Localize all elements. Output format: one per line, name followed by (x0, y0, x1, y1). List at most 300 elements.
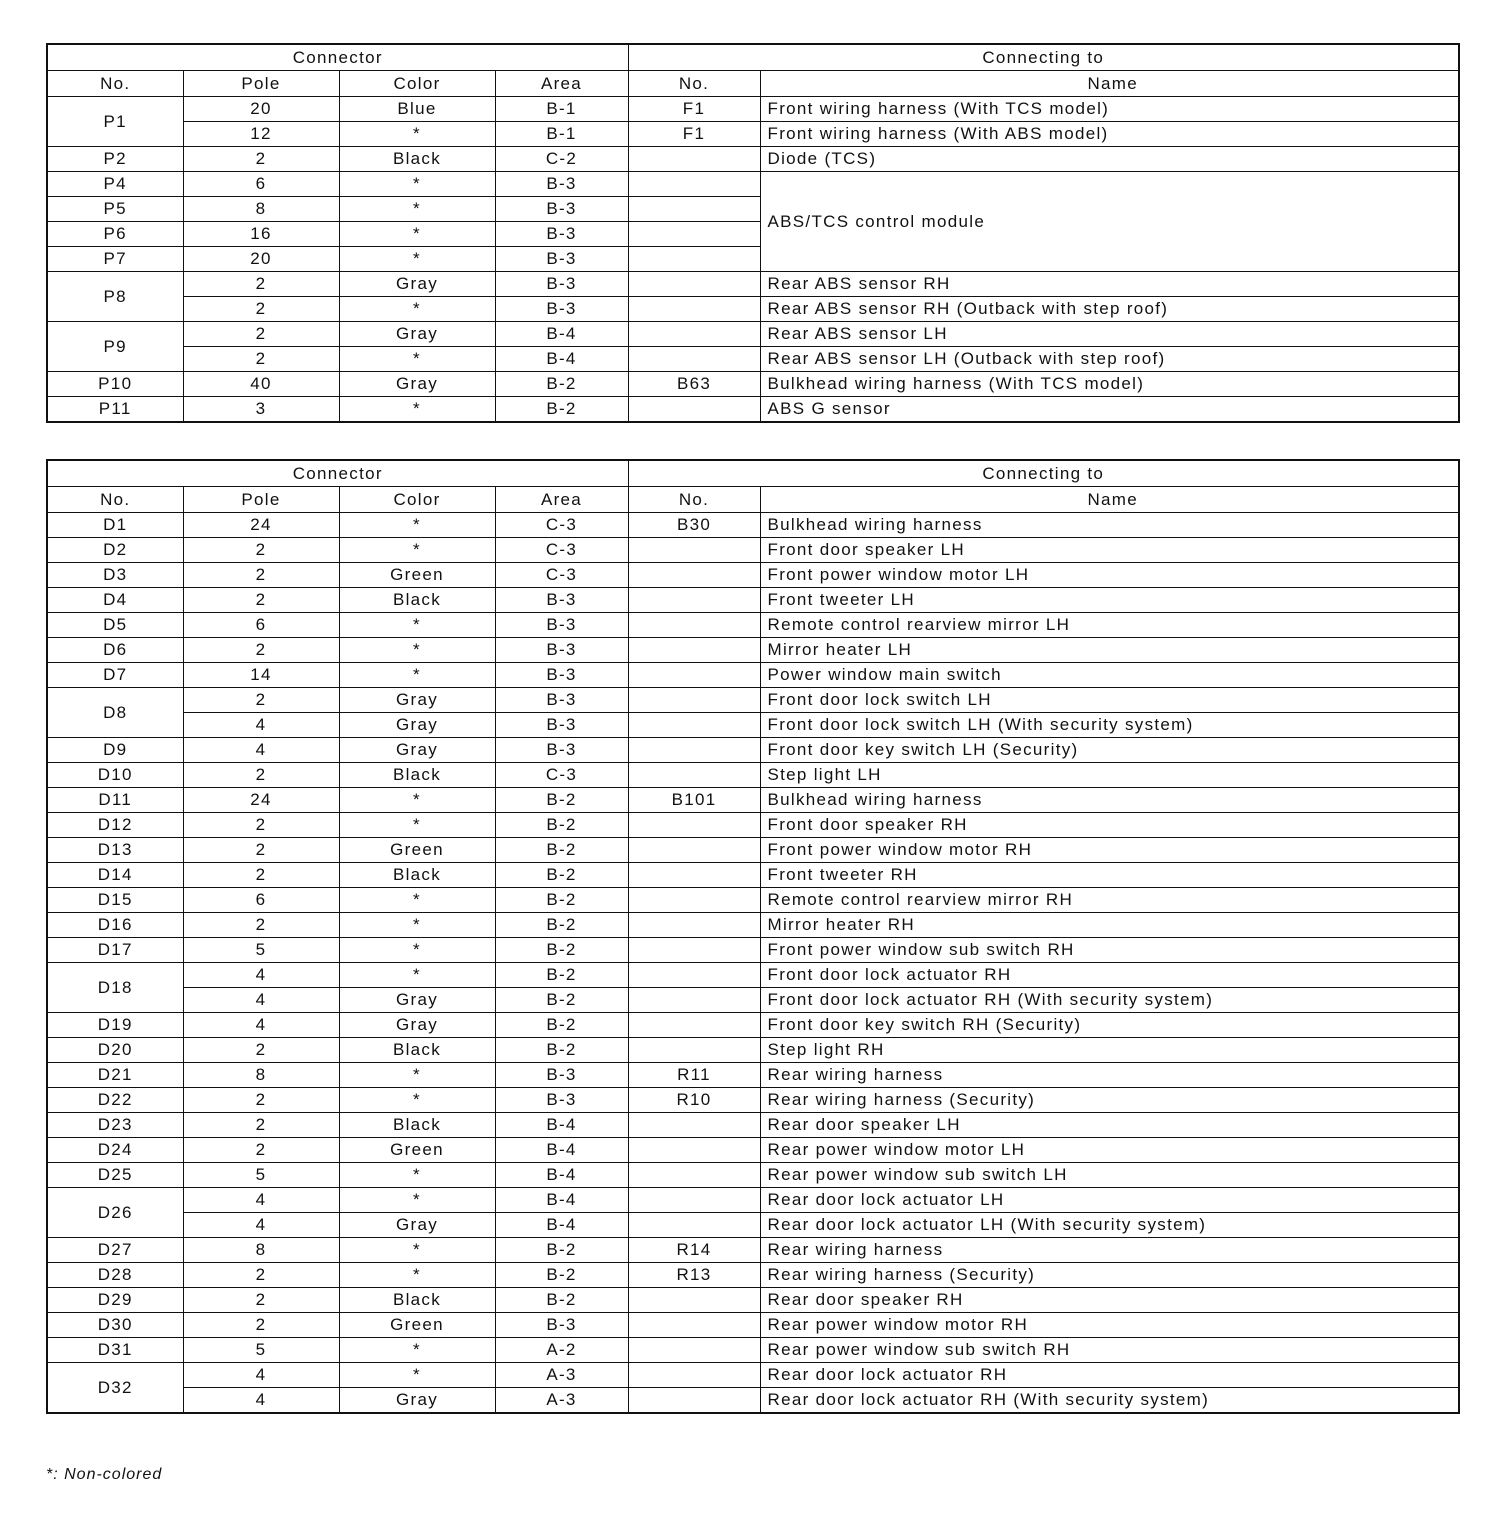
table-row (47, 272, 1459, 297)
connector-no: D25 (47, 1163, 183, 1188)
connector-table-d (46, 459, 1460, 1414)
connecting-name: Rear door speaker RH (760, 1288, 1459, 1313)
area: A-3 (495, 1388, 628, 1414)
color: Gray (339, 988, 495, 1013)
connecting-to-header: Connecting to (628, 44, 1459, 71)
connector-no: D10 (47, 763, 183, 788)
connecting-to-header: Connecting to (628, 460, 1459, 487)
color: Blue (339, 97, 495, 122)
pole: 2 (183, 763, 339, 788)
pole: 24 (183, 788, 339, 813)
connecting-name: Diode (TCS) (760, 147, 1459, 172)
area: A-2 (495, 1338, 628, 1363)
pole: 5 (183, 1338, 339, 1363)
connector-no: P2 (47, 147, 183, 172)
area: B-4 (495, 1188, 628, 1213)
connector-no: D28 (47, 1263, 183, 1288)
color: * (339, 663, 495, 688)
connecting-name: Rear power window motor RH (760, 1313, 1459, 1338)
connecting-no (628, 247, 760, 272)
area: B-2 (495, 813, 628, 838)
connector-no: D31 (47, 1338, 183, 1363)
pole: 4 (183, 1213, 339, 1238)
connecting-no (628, 838, 760, 863)
pole: 40 (183, 372, 339, 397)
connecting-no (628, 913, 760, 938)
table-row (47, 813, 1459, 838)
color: Gray (339, 713, 495, 738)
table-row (47, 1363, 1459, 1388)
color: * (339, 1088, 495, 1113)
area: B-3 (495, 713, 628, 738)
area: C-3 (495, 563, 628, 588)
connecting-name: Rear wiring harness (760, 1063, 1459, 1088)
pole: 2 (183, 688, 339, 713)
pole: 3 (183, 397, 339, 423)
color: * (339, 172, 495, 197)
area: B-3 (495, 197, 628, 222)
area: B-2 (495, 988, 628, 1013)
pole: 2 (183, 1263, 339, 1288)
area: B-3 (495, 738, 628, 763)
connecting-no (628, 763, 760, 788)
connecting-name: Front power window motor LH (760, 563, 1459, 588)
pole: 5 (183, 938, 339, 963)
table-row (47, 372, 1459, 397)
table-row (47, 1163, 1459, 1188)
connector-no: D5 (47, 613, 183, 638)
connecting-name: Mirror heater RH (760, 913, 1459, 938)
color: Gray (339, 272, 495, 297)
no-header: No. (47, 71, 183, 97)
connecting-no (628, 1163, 760, 1188)
connector-no: D24 (47, 1138, 183, 1163)
color: * (339, 913, 495, 938)
connecting-name: Front door speaker RH (760, 813, 1459, 838)
connecting-no (628, 1038, 760, 1063)
connecting-name: Front wiring harness (With ABS model) (760, 122, 1459, 147)
area: B-4 (495, 322, 628, 347)
connector-no: D15 (47, 888, 183, 913)
pole: 8 (183, 1238, 339, 1263)
table-row (47, 1263, 1459, 1288)
pole: 4 (183, 1363, 339, 1388)
table-row (47, 563, 1459, 588)
area: B-3 (495, 1313, 628, 1338)
connecting-no (628, 938, 760, 963)
connecting-name: Rear wiring harness (Security) (760, 1088, 1459, 1113)
pole: 14 (183, 663, 339, 688)
connector-no: D22 (47, 1088, 183, 1113)
pole: 6 (183, 172, 339, 197)
table-row (47, 1388, 1459, 1414)
connector-no: D1 (47, 513, 183, 538)
connecting-name: Rear door lock actuator RH (With security system) (760, 1388, 1459, 1414)
table-row (47, 938, 1459, 963)
pole: 8 (183, 197, 339, 222)
pole: 2 (183, 347, 339, 372)
connecting-no (628, 613, 760, 638)
color: * (339, 1263, 495, 1288)
table-row (47, 588, 1459, 613)
table-row (47, 1238, 1459, 1263)
area: B-3 (495, 688, 628, 713)
color: * (339, 888, 495, 913)
connector-no: P6 (47, 222, 183, 247)
connecting-name: Rear ABS sensor LH (Outback with step roof) (760, 347, 1459, 372)
connecting-name: Front door lock switch LH (760, 688, 1459, 713)
area: B-2 (495, 1038, 628, 1063)
table-row (47, 1063, 1459, 1088)
table-row (47, 538, 1459, 563)
area: A-3 (495, 1363, 628, 1388)
table-row (47, 1188, 1459, 1213)
pole: 12 (183, 122, 339, 147)
pole: 2 (183, 538, 339, 563)
pole: 2 (183, 588, 339, 613)
connecting-no (628, 688, 760, 713)
connecting-name: Front wiring harness (With TCS model) (760, 97, 1459, 122)
connecting-no (628, 663, 760, 688)
area: B-2 (495, 963, 628, 988)
pole: 24 (183, 513, 339, 538)
area: B-2 (495, 1263, 628, 1288)
connector-no: D8 (47, 688, 183, 738)
table-row (47, 913, 1459, 938)
connecting-no (628, 222, 760, 247)
connector-no: D18 (47, 963, 183, 1013)
connecting-no (628, 813, 760, 838)
pole: 16 (183, 222, 339, 247)
connecting-name: Rear wiring harness (Security) (760, 1263, 1459, 1288)
connector-no: P4 (47, 172, 183, 197)
pole: 4 (183, 988, 339, 1013)
connecting-no (628, 738, 760, 763)
area: B-2 (495, 1238, 628, 1263)
connector-no: D14 (47, 863, 183, 888)
color: * (339, 347, 495, 372)
connector-no: P1 (47, 97, 183, 147)
table-row (47, 1038, 1459, 1063)
connector-no: D13 (47, 838, 183, 863)
color: Green (339, 838, 495, 863)
connecting-name: Front door key switch LH (Security) (760, 738, 1459, 763)
connecting-no (628, 297, 760, 322)
area-header: Area (495, 487, 628, 513)
connecting-no (628, 397, 760, 423)
table-row (47, 1113, 1459, 1138)
connector-no: D27 (47, 1238, 183, 1263)
connecting-name: Bulkhead wiring harness (760, 788, 1459, 813)
connecting-no (628, 588, 760, 613)
connecting-name: Front tweeter RH (760, 863, 1459, 888)
connecting-no (628, 963, 760, 988)
connector-no: D3 (47, 563, 183, 588)
color: * (339, 297, 495, 322)
connecting-no: B101 (628, 788, 760, 813)
connecting-name: Rear door lock actuator LH (760, 1188, 1459, 1213)
pole: 4 (183, 963, 339, 988)
connecting-no (628, 172, 760, 197)
area: B-3 (495, 1088, 628, 1113)
area: B-4 (495, 1163, 628, 1188)
connector-header: Connector (47, 460, 628, 487)
connecting-name: Front tweeter LH (760, 588, 1459, 613)
connecting-no (628, 988, 760, 1013)
connecting-no: R10 (628, 1088, 760, 1113)
pole: 2 (183, 147, 339, 172)
pole: 2 (183, 1313, 339, 1338)
connecting-no-header: No. (628, 487, 760, 513)
color-header: Color (339, 71, 495, 97)
color: Black (339, 863, 495, 888)
connecting-no (628, 1213, 760, 1238)
area: B-2 (495, 788, 628, 813)
connecting-name: Step light RH (760, 1038, 1459, 1063)
table-row (47, 147, 1459, 172)
table-row (47, 1088, 1459, 1113)
connecting-name: Power window main switch (760, 663, 1459, 688)
pole: 20 (183, 247, 339, 272)
connecting-no (628, 1338, 760, 1363)
connecting-name: Front power window sub switch RH (760, 938, 1459, 963)
pole: 4 (183, 1388, 339, 1414)
table-row (47, 1213, 1459, 1238)
connector-no: P10 (47, 372, 183, 397)
connecting-no (628, 1013, 760, 1038)
area: C-3 (495, 763, 628, 788)
color: * (339, 788, 495, 813)
connecting-no (628, 1388, 760, 1414)
connecting-name: Front door lock switch LH (With security system) (760, 713, 1459, 738)
pole: 2 (183, 272, 339, 297)
color: Black (339, 1038, 495, 1063)
area: B-4 (495, 347, 628, 372)
connector-no: D4 (47, 588, 183, 613)
area: B-3 (495, 297, 628, 322)
connecting-name: Rear door lock actuator LH (With security system) (760, 1213, 1459, 1238)
connector-no: D20 (47, 1038, 183, 1063)
connector-no: D2 (47, 538, 183, 563)
table-row (47, 638, 1459, 663)
color: * (339, 613, 495, 638)
color: Black (339, 1113, 495, 1138)
connecting-name: Remote control rearview mirror RH (760, 888, 1459, 913)
pole: 6 (183, 613, 339, 638)
connecting-no (628, 538, 760, 563)
area: B-3 (495, 272, 628, 297)
color: * (339, 1338, 495, 1363)
table-row (47, 97, 1459, 122)
area: B-2 (495, 938, 628, 963)
connecting-no: F1 (628, 122, 760, 147)
connecting-no (628, 1138, 760, 1163)
connecting-no (628, 863, 760, 888)
table-row (47, 322, 1459, 347)
connecting-no (628, 147, 760, 172)
connecting-name: Bulkhead wiring harness (760, 513, 1459, 538)
color: Gray (339, 688, 495, 713)
pole: 2 (183, 1038, 339, 1063)
pole-header: Pole (183, 487, 339, 513)
connecting-no (628, 713, 760, 738)
connector-no: P9 (47, 322, 183, 372)
connecting-name: Front door speaker LH (760, 538, 1459, 563)
table-row (47, 863, 1459, 888)
connector-no: D9 (47, 738, 183, 763)
pole: 2 (183, 1113, 339, 1138)
area: B-4 (495, 1213, 628, 1238)
table-row (47, 1013, 1459, 1038)
color: * (339, 813, 495, 838)
connector-table-p (46, 43, 1460, 423)
area: B-4 (495, 1138, 628, 1163)
area: B-4 (495, 1113, 628, 1138)
connecting-no: B30 (628, 513, 760, 538)
pole-header: Pole (183, 71, 339, 97)
pole: 8 (183, 1063, 339, 1088)
color: Black (339, 1288, 495, 1313)
connecting-name: Front door key switch RH (Security) (760, 1013, 1459, 1038)
connector-header: Connector (47, 44, 628, 71)
table-row (47, 663, 1459, 688)
table-row (47, 122, 1459, 147)
area: B-2 (495, 888, 628, 913)
color: * (339, 197, 495, 222)
name-header: Name (760, 487, 1459, 513)
table-row (47, 988, 1459, 1013)
pole: 2 (183, 838, 339, 863)
area: B-3 (495, 1063, 628, 1088)
color: * (339, 513, 495, 538)
connector-no: D19 (47, 1013, 183, 1038)
color: * (339, 1063, 495, 1088)
connecting-name: Remote control rearview mirror LH (760, 613, 1459, 638)
table-row (47, 613, 1459, 638)
area: B-2 (495, 397, 628, 423)
connecting-no (628, 197, 760, 222)
color-header: Color (339, 487, 495, 513)
connecting-no (628, 1188, 760, 1213)
pole: 2 (183, 1288, 339, 1313)
pole: 2 (183, 638, 339, 663)
connecting-no (628, 347, 760, 372)
name-header: Name (760, 71, 1459, 97)
connecting-no (628, 272, 760, 297)
connector-no: P11 (47, 397, 183, 423)
table-row (47, 347, 1459, 372)
connector-no: D30 (47, 1313, 183, 1338)
color: * (339, 122, 495, 147)
table-row (47, 1338, 1459, 1363)
color: Green (339, 1138, 495, 1163)
pole: 4 (183, 738, 339, 763)
connecting-no (628, 888, 760, 913)
connecting-name: Front door lock actuator RH (760, 963, 1459, 988)
connecting-no: R13 (628, 1263, 760, 1288)
color: * (339, 397, 495, 423)
area: C-3 (495, 513, 628, 538)
connecting-no: B63 (628, 372, 760, 397)
color: * (339, 963, 495, 988)
area: B-3 (495, 613, 628, 638)
color: Gray (339, 372, 495, 397)
connecting-name: Rear door speaker LH (760, 1113, 1459, 1138)
table-row (47, 713, 1459, 738)
connector-no: D26 (47, 1188, 183, 1238)
color: * (339, 1163, 495, 1188)
area-header: Area (495, 71, 628, 97)
area: B-2 (495, 1013, 628, 1038)
connecting-name: Step light LH (760, 763, 1459, 788)
color: * (339, 538, 495, 563)
table-row (47, 688, 1459, 713)
pole: 4 (183, 713, 339, 738)
pole: 2 (183, 913, 339, 938)
connecting-name: ABS G sensor (760, 397, 1459, 423)
connector-no: D23 (47, 1113, 183, 1138)
table-row (47, 1138, 1459, 1163)
color: * (339, 1188, 495, 1213)
connector-no: P8 (47, 272, 183, 322)
area: B-1 (495, 97, 628, 122)
footnote: *: Non-colored (46, 1466, 163, 1483)
pole: 2 (183, 863, 339, 888)
color: * (339, 638, 495, 663)
connector-no: D32 (47, 1363, 183, 1414)
pole: 5 (183, 1163, 339, 1188)
connecting-name: Rear power window motor LH (760, 1138, 1459, 1163)
connecting-name: Rear ABS sensor RH (760, 272, 1459, 297)
area: C-3 (495, 538, 628, 563)
table-row (47, 788, 1459, 813)
color: Gray (339, 1213, 495, 1238)
table-row (47, 963, 1459, 988)
table-row (47, 397, 1459, 423)
pole: 2 (183, 563, 339, 588)
area: B-3 (495, 663, 628, 688)
connecting-name: Rear door lock actuator RH (760, 1363, 1459, 1388)
connector-no: D12 (47, 813, 183, 838)
area: C-2 (495, 147, 628, 172)
area: B-2 (495, 863, 628, 888)
table-row (47, 888, 1459, 913)
pole: 2 (183, 322, 339, 347)
connecting-no (628, 1288, 760, 1313)
table-row (47, 763, 1459, 788)
connecting-name: Front power window motor RH (760, 838, 1459, 863)
area: B-3 (495, 172, 628, 197)
table-row (47, 297, 1459, 322)
connecting-no (628, 322, 760, 347)
area: B-3 (495, 247, 628, 272)
color: * (339, 1363, 495, 1388)
color: Gray (339, 322, 495, 347)
area: B-2 (495, 1288, 628, 1313)
connecting-name: Front door lock actuator RH (With security system) (760, 988, 1459, 1013)
connector-no: P5 (47, 197, 183, 222)
color: Gray (339, 738, 495, 763)
area: B-2 (495, 372, 628, 397)
area: B-3 (495, 222, 628, 247)
pole: 2 (183, 1088, 339, 1113)
table-row (47, 738, 1459, 763)
area: B-2 (495, 913, 628, 938)
connecting-no (628, 1313, 760, 1338)
pole: 2 (183, 297, 339, 322)
connector-no: D11 (47, 788, 183, 813)
color: Green (339, 563, 495, 588)
